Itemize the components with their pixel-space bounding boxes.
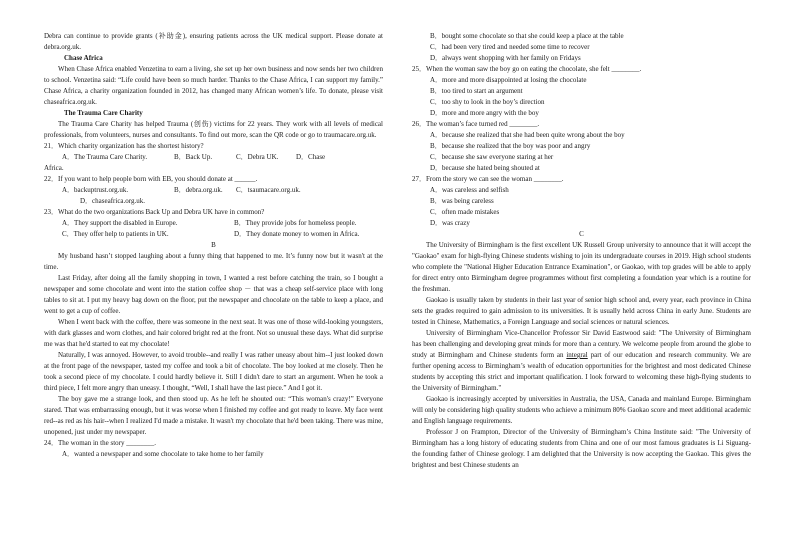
section-c-label: C: [579, 230, 584, 238]
question-23-options-cd: [44, 229, 383, 240]
q23-option-b: B．They provide jobs for homeless people.: [234, 219, 357, 227]
q23-option-d: D．They donate money to women in Africa.: [234, 230, 360, 238]
q21-option-c: C．Debra UK.: [236, 153, 279, 161]
chase-africa-heading: Chase Africa: [64, 54, 103, 62]
left-column: [44, 31, 383, 460]
passage-c-paragraph-4: Gaokao is increasingly accepted by universities in Australia, the USA, Canada and mainland Europe. Birmingham will only be considering high quality students who achieve a minimum 80% Gaokao score and meet additional academic and English language requirements.: [412, 395, 751, 425]
q26-option-d: D．because she hated being shouted at: [430, 164, 540, 172]
q25-option-c: C．too shy to look in the boy’s direction: [430, 98, 545, 106]
q24-option-c: C．had been very tired and needed some time to recover: [430, 43, 590, 51]
q22-option-b: B．debra.org.uk.: [174, 186, 223, 194]
question-22-options: [44, 185, 383, 196]
q21-option-d-continued: Africa.: [44, 164, 64, 172]
q26-option-b: B．because she realized that the boy was poor and angry: [430, 142, 591, 150]
right-column: [412, 31, 751, 471]
q23-option-a: A．They support the disabled in Europe.: [62, 219, 178, 227]
q21-option-b: B．Back Up.: [174, 153, 213, 161]
q24-option-d: D．always went shopping with her family on Fridays: [430, 54, 581, 62]
passage-c-paragraph-3: [412, 328, 751, 394]
debra-intro-tail: Debra can continue to provide grants (补助金), ensuring patients across the UK medical support. Please donate at debra.org.uk.: [44, 32, 383, 51]
trauma-care-text: The Trauma Care Charity has helped Trauma (创伤) victims for 22 years. They work with all levels of medical professionals, from volunteers, nurses and consultants. To find out more, scan the QR code or go to traumacare.org.uk.: [44, 120, 383, 139]
passage-c-paragraph-3-start: University of Birmingham Vice-Chancellor Professor Sir David Eastwood said: "The University of Birmingham has been challenging and developing great minds for more than a century. We welcome people from around the globe to study at Birmingham and Chinese students form an: [412, 329, 751, 359]
underlined-word-integral: integral: [566, 351, 588, 359]
q24-option-a: A．wanted a newspaper and some chocolate to take home to her family: [62, 450, 264, 458]
q24-option-b: B．bought some chocolate so that she could keep a place at the table: [430, 32, 624, 40]
q25-option-b: B．too tired to start an argument: [430, 87, 523, 95]
q27-option-b: B．was being careless: [430, 197, 494, 205]
passage-b-paragraph-4: Naturally, I was annoyed. However, to avoid trouble--and really I was rather uneasy about him--I just looked down at the front page of the newspaper, tasted my coffee and took a bit of chocolate. The boy looked at me closely. Then he took a second piece of my chocolate. I could hardly believe it. Still I didn't dare to start an argument. When he took a third piece, I felt more angry than uneasy. I thought, “Well, I shall have the last piece.” And I got it.: [44, 351, 383, 392]
question-21-options: [44, 152, 383, 163]
passage-c-paragraph-3-end: part of our education and research community. We are further opening access to Birmingham’s wealth of education opportunities for the brightest and most dedicated Chinese students by accepting this strict and important qualification. I look forward to welcoming these high-flying students to the University of Birmingham.": [412, 351, 751, 392]
trauma-care-heading: The Trauma Care Charity: [64, 109, 143, 117]
question-23: 23．What do the two organizations Back Up and Debra UK have in common?: [44, 208, 265, 216]
passage-b-paragraph-1: My husband hasn’t stopped laughing about a funny thing that happened to me. It’s funny now but it wasn't at the time.: [44, 252, 383, 271]
q21-option-a: A．The Trauma Care Charity.: [62, 153, 148, 161]
question-21: 21．Which charity organization has the shortest history?: [44, 142, 204, 150]
question-22: 22．If you want to help people born with EB, you should donate at ______.: [44, 175, 258, 183]
q22-option-c: C．tsaumacare.org.uk.: [236, 186, 301, 194]
q27-option-c: C．often made mistakes: [430, 208, 500, 216]
q27-option-d: D．was crazy: [430, 219, 470, 227]
question-27: 27．From the story we can see the woman ________.: [412, 175, 564, 183]
passage-c-paragraph-2: Gaokao is usually taken by students in their last year of senior high school and, every year, each province in China sets the grades required to gain admission to its universities. It is usually held across China in early June. Students are tested in Chinese, Mathematics, a Foreign Language and social sciences or natural sciences.: [412, 296, 751, 326]
q26-option-c: C．because she saw everyone staring at her: [430, 153, 554, 161]
passage-b-paragraph-5: The boy gave me a strange look, and then stood up. As he left he shouted out: “This woman's crazy!” Everyone stared. That was embarrassing enough, but it was worse when I finished my coffee and got ready to leave. My face went red--as red as his hair--when I realized I'd made a mistake. It wasn't my chocolate that he'd been taking. There was mine, unopened, just under my newspaper.: [44, 395, 383, 436]
section-b-label: B: [211, 241, 216, 249]
passage-b-paragraph-3: When I went back with the coffee, there was someone in the next seat. It was one of those wild-looking youngsters, with dark glasses and worn clothes, and hair colored bright red at the front. Not so unusual these days. What did surprise me was that he'd started to eat my chocolate!: [44, 318, 383, 348]
q26-option-a: A．because she realized that she had been quite wrong about the boy: [430, 131, 625, 139]
q21-option-d: D．Chase: [296, 153, 326, 161]
question-24: 24．The woman in the story ________.: [44, 439, 156, 447]
passage-c-paragraph-5: Professor J on Frampton, Director of the University of Birmingham’s China Institute said: "The University of Birmingham has a long history of educating students from China and one of our most famous graduates is Li Siguang-the founding father of Chinese geology. I am delighted that the University is now accepting the Gaokao. This gives the brightest and best Chinese students an: [412, 428, 751, 469]
question-25: 25．When the woman saw the boy go on eating the chocolate, she felt ________.: [412, 65, 642, 73]
q25-option-a: A．more and more disappointed at losing the chocolate: [430, 76, 587, 84]
passage-c-paragraph-1: The University of Birmingham is the first excellent UK Russell Group university to announce that it will accept the "Gaokao" exam for high-flying Chinese students wishing to join its undergraduate courses in 2019. High school students who complete the "National Higher Education Entrance Examination", or Gaokao, with top grades will be able to apply for direct entry onto Birmingham degree programmes without first completing a foundation year which is a routine for the freshman.: [412, 241, 751, 293]
q27-option-a: A．was careless and selfish: [430, 186, 509, 194]
q22-option-a: A．backuptrust.org.uk.: [62, 186, 129, 194]
question-26: 26．The woman’s face turned red ________.: [412, 120, 540, 128]
chase-africa-text: When Chase Africa enabled Venzetina to earn a living, she set up her own business and now sends her two children to school. Venzetina said: “Life could have been so much harder. Thanks to the Chase Africa, I can support my family.” Chase Africa, a charity organization founded in 2012, has changed many African women’s life. To donate, please visit chaseafrica.org.uk.: [44, 65, 383, 106]
passage-b-paragraph-2: Last Friday, after doing all the family shopping in town, I wanted a rest before catching the train, so I bought a newspaper and some chocolate and went into the station coffee shop － that was a cheap self-service place with long tables to sit at. I put my heavy bag down on the floor, put the newspaper and chocolate on the table to keep a place, and went to get a cup of coffee.: [44, 274, 383, 315]
question-23-options-ab: [44, 218, 383, 229]
q25-option-d: D．more and more angry with the boy: [430, 109, 539, 117]
q22-option-d: D．chaseafrica.org.uk.: [80, 197, 145, 205]
q23-option-c: C．They offer help to patients in UK.: [62, 230, 169, 238]
